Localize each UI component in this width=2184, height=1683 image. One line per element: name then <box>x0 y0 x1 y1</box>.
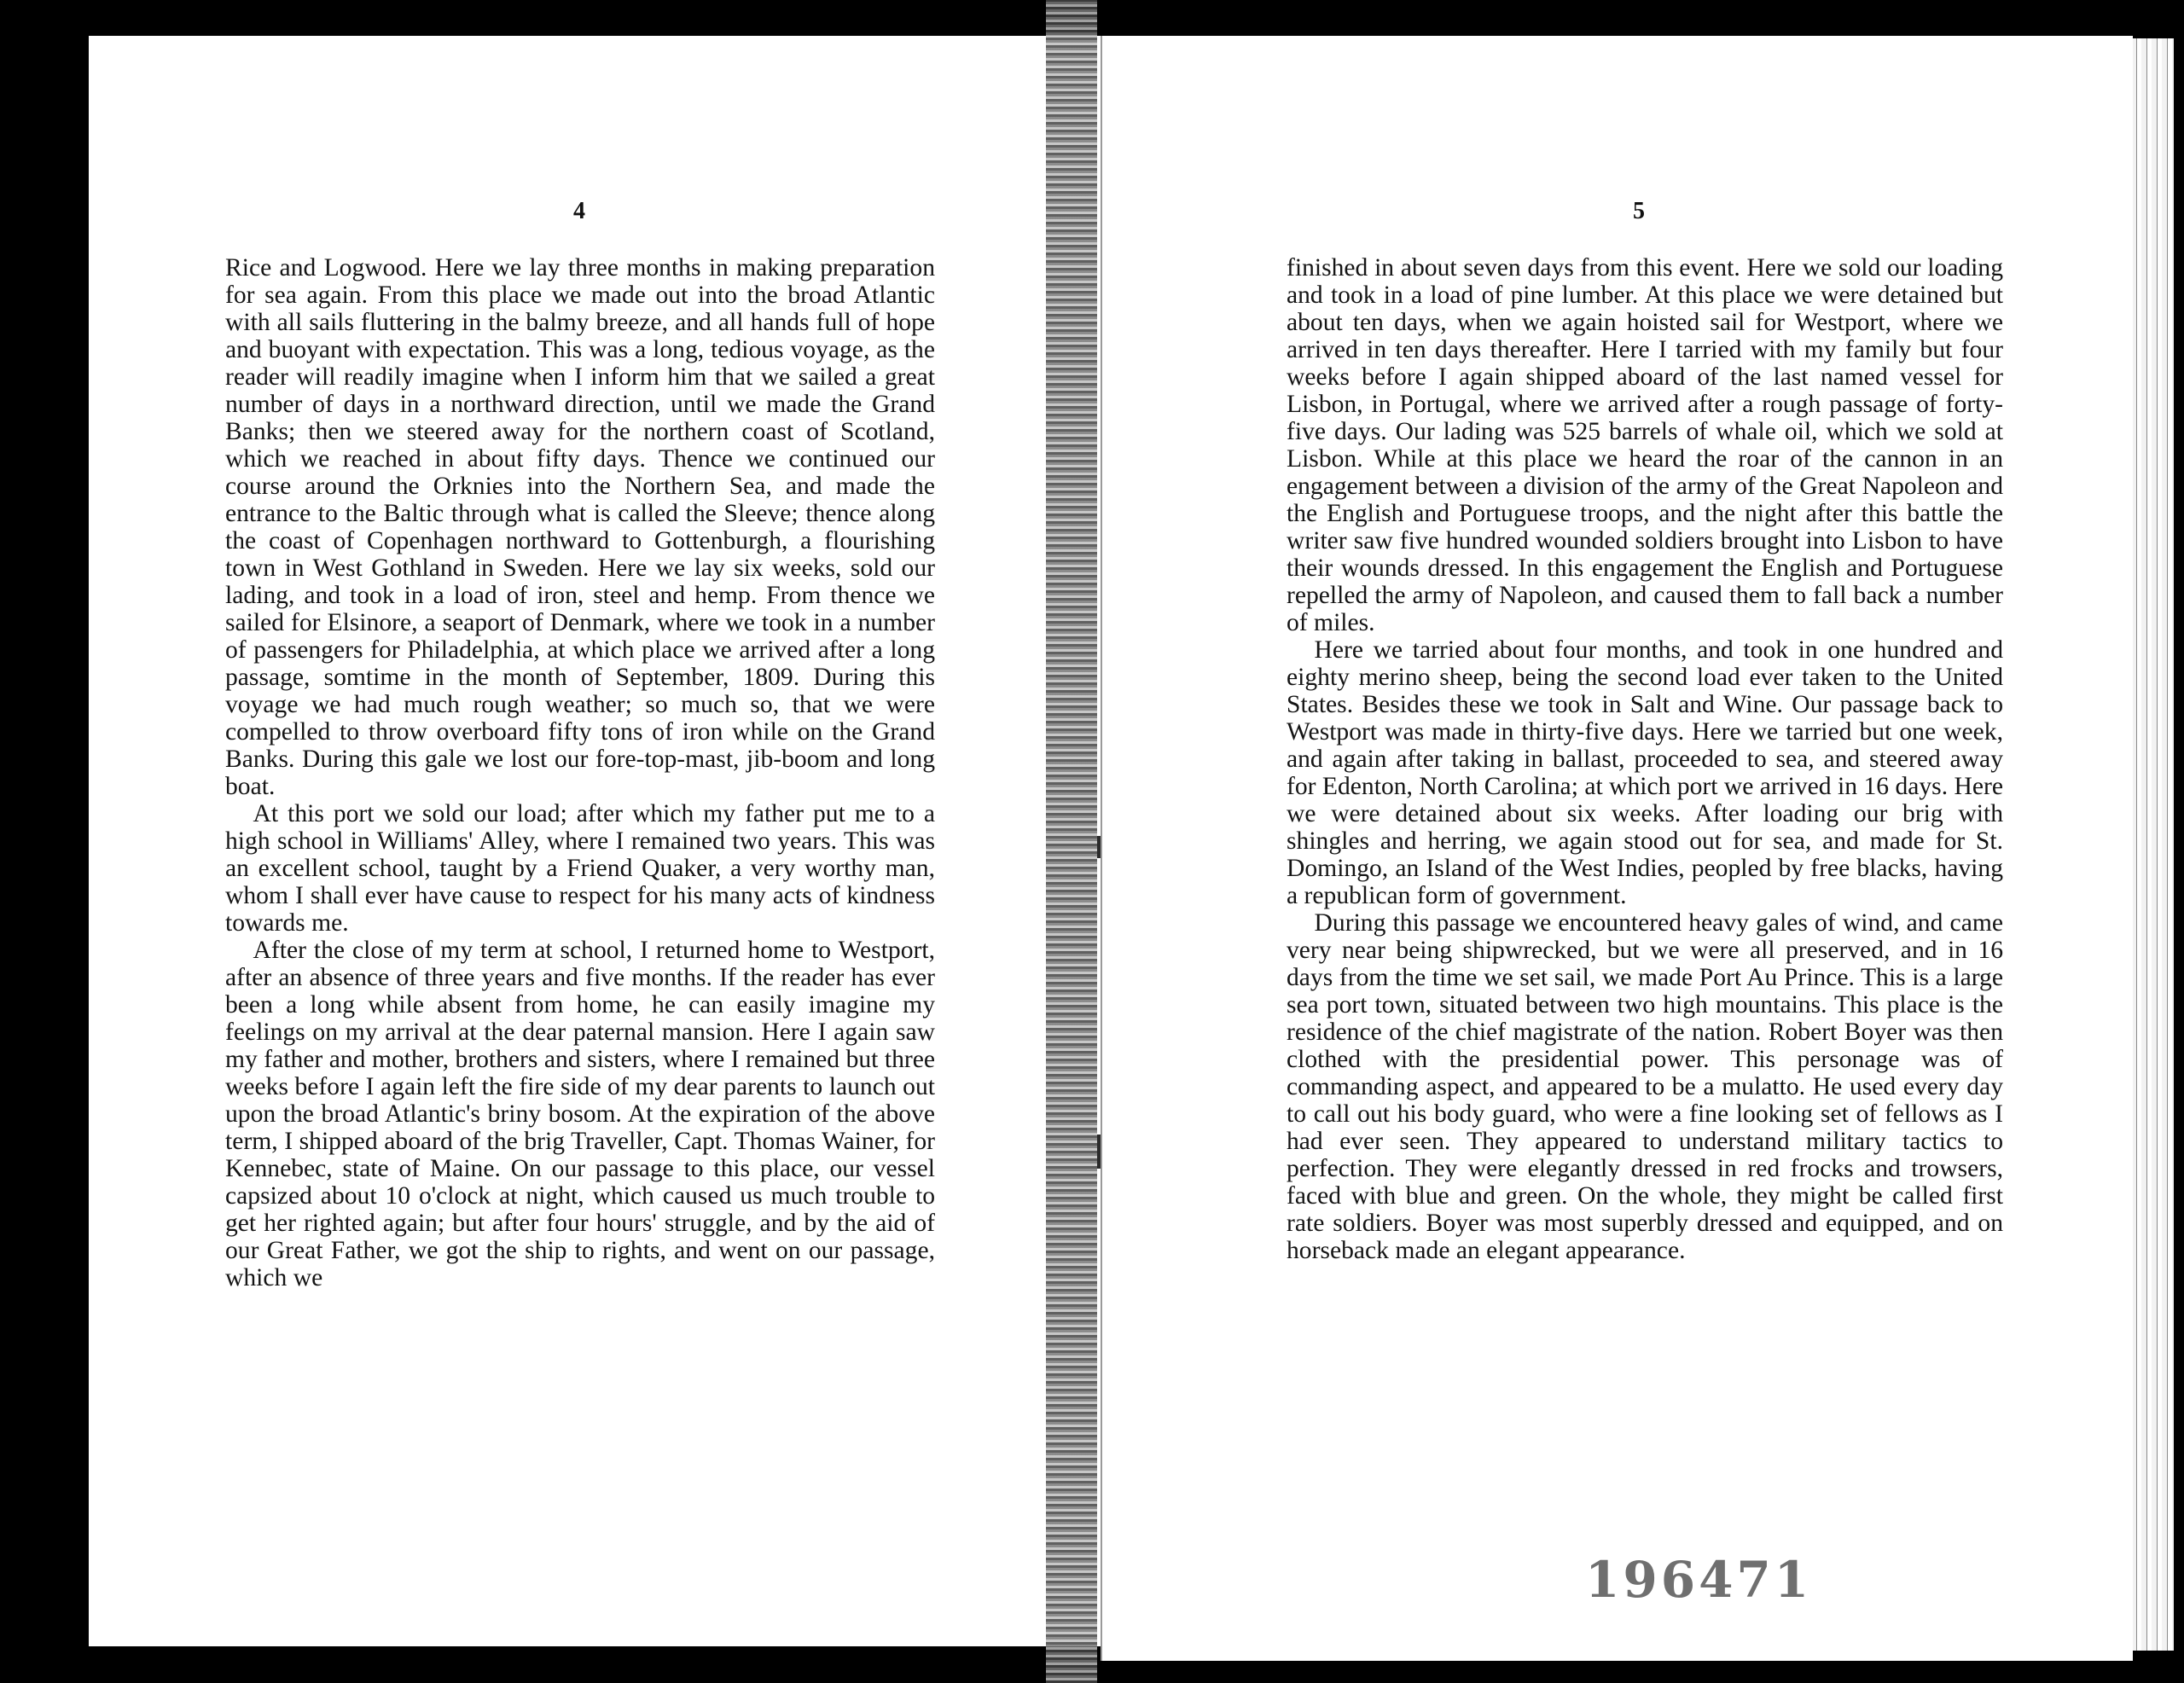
paragraph: At this port we sold our load; after which my father put me to a high school in Williams' Alley, where I remained two years. This was an excellent school, taught by a Friend Quaker, a very worthy man, whom I shall ever have cause to respect for his many acts of kindness towards me. <box>225 800 935 937</box>
page-edges <box>2131 38 2174 1651</box>
page-number-left: 4 <box>573 198 585 224</box>
fold-mark <box>1097 836 1101 858</box>
paragraph: Rice and Logwood. Here we lay three months in making preparation for sea again. From this place we made out into the broad Atlantic with all sails fluttering in the balmy breeze, and all hands full of hope and buoyant with expectation. This was a long, tedious voyage, as the reader will readily imagine when I inform him that we sailed a great number of days in a northward direction, until we made the Grand Banks; then we steered away for the northern coast of Scotland, which we reached in about fifty days. Thence we continued our course around the Orknies into the Northern Sea, and made the entrance to the Baltic through what is called the Sleeve; thence along the coast of Copenhagen northward to Gottenburgh, a flourishing town in West Gothland in Sweden. Here we lay six weeks, sold our lading, and took in a load of iron, steel and hemp. From thence we sailed for Elsinore, a seaport of Denmark, where we took in a number of passengers for Philadelphia, at which place we arrived after a long passage, somtime in the month of September, 1809. During this voyage we had much rough weather; so much so, that we were compelled to throw overboard fifty tons of iron while on the Grand Banks. During this gale we lost our fore-top-mast, jib-boom and long boat. <box>225 254 935 800</box>
paragraph: After the close of my term at school, I returned home to Westport, after an absence of three years and five months. If the reader has ever been a long while absent from home, he can easily imagine my feelings on my arrival at the dear paternal mansion. Here I again saw my father and mother, brothers and sisters, where I remained but three weeks before I again left the fire side of my dear parents to launch out upon the broad Atlantic's briny bosom. At the expiration of the above term, I shipped aboard of the brig Traveller, Capt. Thomas Wainer, for Kennebec, state of Maine. On our passage to this place, our vessel capsized about 10 o'clock at night, which caused us much trouble to get her righted again; but after four hours' struggle, and by the aid of our Great Father, we got the ship to rights, and went on our passage, which we <box>225 937 935 1291</box>
book-spine <box>1046 0 1097 1683</box>
fold-mark <box>1097 1135 1101 1169</box>
paragraph: finished in about seven days from this event. Here we sold our loading and took in a load of pine lumber. At this place we were detained but about ten days, when we again hoisted sail for Westport, where we arrived in ten days thereafter. Here I tarried with my family but four weeks before I again shipped aboard of the last named vessel for Lisbon, in Portugal, where we arrived after a rough passage of forty-five days. Our lading was 525 barrels of whale oil, which we sold at Lisbon. While at this place we heard the roar of the cannon in an engagement between a division of the army of the Great Napoleon and the English and Portuguese troops, and the night after this battle the writer saw five hundred wounded soldiers brought into Lisbon to have their wounds dressed. In this engagement the English and Portuguese repelled the army of Napoleon, and caused them to fall back a number of miles. <box>1287 254 2003 636</box>
right-page-text <box>1287 254 2003 1264</box>
page-number-right: 5 <box>1633 198 1645 224</box>
paragraph: Here we tarried about four months, and took in one hundred and eighty merino sheep, being the second load ever taken to the United States. Besides these we took in Salt and Wine. Our passage back to Westport was made in thirty-five days. Here we tarried but one week, and again after taking in ballast, proceeded to sea, and steered away for Edenton, North Carolina; at which port we arrived in 16 days. Here we were detained about six weeks. After loading our brig with shingles and herring, we again stood out for sea, and made for St. Domingo, an Island of the West Indies, peopled by free blacks, having a republican form of government. <box>1287 636 2003 909</box>
left-page-text <box>225 254 935 1291</box>
paragraph: During this passage we encountered heavy gales of wind, and came very near being shipwrecked, but we were all preserved, and in 16 days from the time we set sail, we made Port Au Prince. This is a large sea port town, situated between two high mountains. This place is the residence of the chief magistrate of the nation. Robert Boyer was then clothed with the presidential power. This personage was of commanding aspect, and appeared to be a mulatto. He used every day to call out his body guard, who were a fine looking set of fellows as I had ever seen. They appeared to understand military tactics to perfection. They were elegantly dressed in red frocks and trowsers, faced with blue and green. On the whole, they might be called first rate soldiers. Boyer was most superbly dressed and equipped, and on horseback made an elegant appearance. <box>1287 909 2003 1264</box>
accession-stamp: 196471 <box>1585 1551 1813 1609</box>
